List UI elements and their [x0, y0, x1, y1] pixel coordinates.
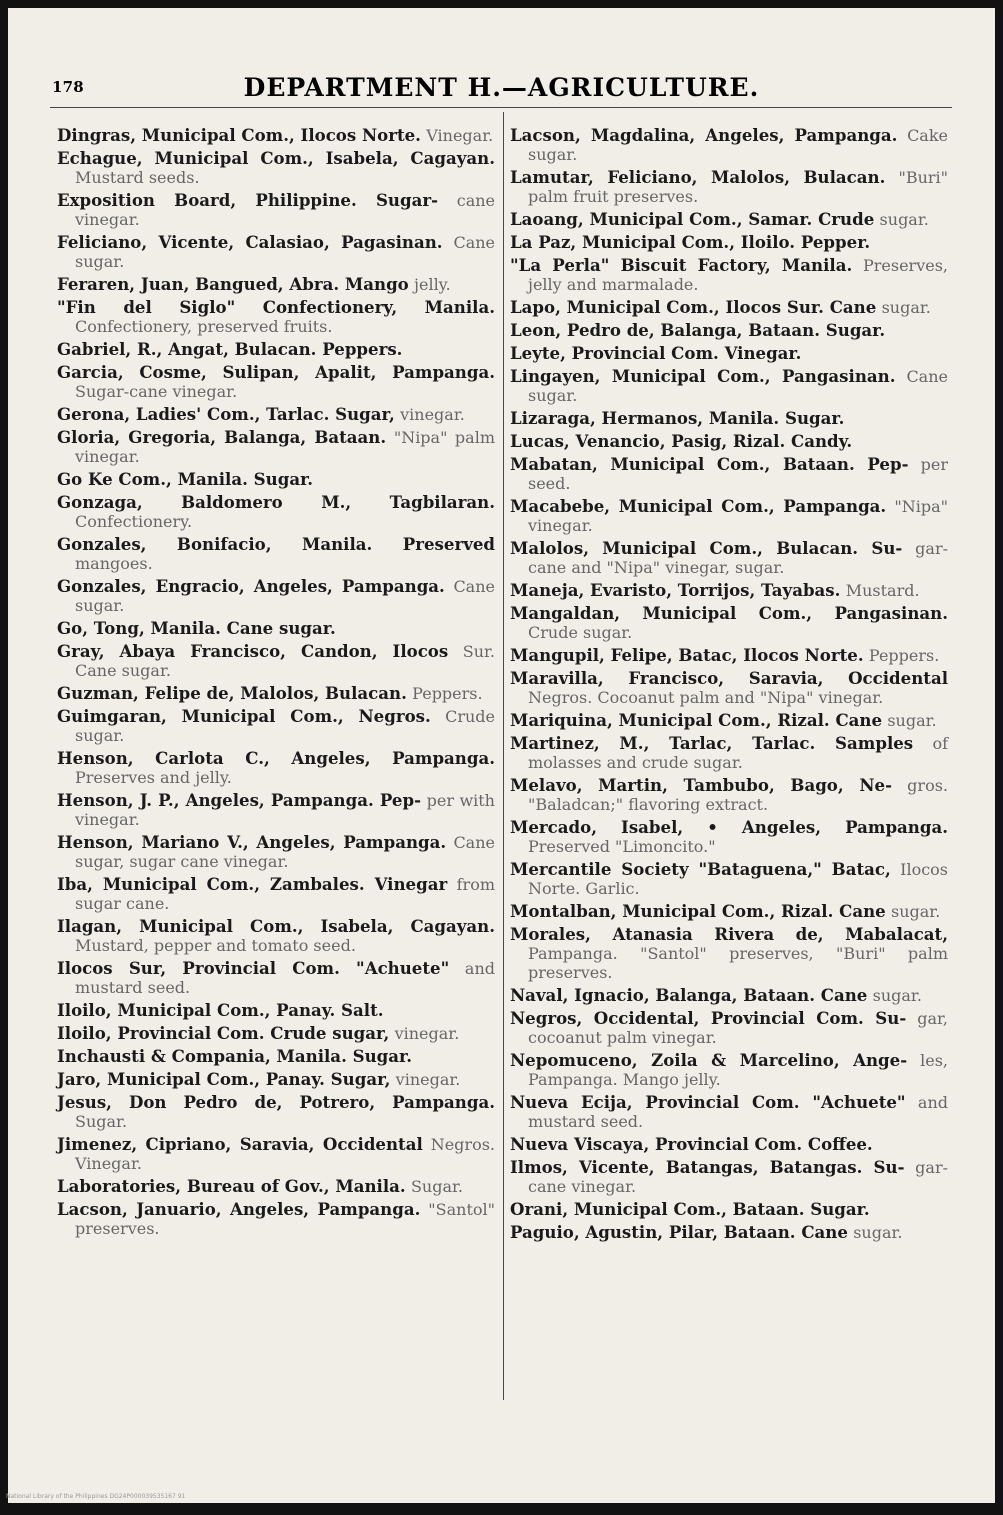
exhibitor-name: Lucas, Venancio, Pasig, Rizal. Candy.: [510, 431, 853, 451]
exhibit-product: Sugar.: [75, 1112, 128, 1131]
exhibitor-name: Laoang, Municipal Com., Samar. Crude: [510, 209, 875, 229]
list-item: [57, 363, 495, 401]
exhibit-product: Cane sugar.: [528, 367, 948, 405]
list-item: [57, 1135, 495, 1173]
exhibit-product: per seed.: [528, 455, 948, 493]
exhibit-product: from sugar cane.: [75, 875, 495, 913]
exhibit-product: Cane sugar, sugar cane vinegar.: [75, 833, 495, 871]
exhibitor-name: Martinez, M., Tarlac, Tarlac. Samples: [510, 733, 914, 753]
list-item: [57, 340, 495, 359]
exhibit-product: Confectionery.: [75, 512, 193, 531]
exhibitor-name: Nepomuceno, Zoila & Marcelino, Ange-: [510, 1050, 908, 1070]
exhibitor-name: Go, Tong, Manila. Cane sugar.: [57, 618, 336, 638]
exhibit-product: sugar.: [891, 902, 941, 921]
exhibit-product: Crude sugar.: [528, 623, 633, 642]
list-item: [510, 711, 948, 730]
exhibitor-name: Mercantile Society "Bataguena," Batac,: [510, 859, 891, 879]
exhibit-product: gar, cocoanut palm vinegar.: [528, 1009, 948, 1047]
exhibitor-name: Leyte, Provincial Com. Vinegar.: [510, 343, 802, 363]
exhibitor-name: Ilagan, Municipal Com., Isabela, Cagayan.: [57, 916, 495, 936]
exhibitor-name: Jesus, Don Pedro de, Potrero, Pampanga.: [57, 1092, 495, 1112]
list-item: [510, 126, 948, 164]
list-item: [57, 1024, 495, 1043]
exhibitor-name: Malolos, Municipal Com., Bulacan. Su-: [510, 538, 903, 558]
list-item: [57, 619, 495, 638]
exhibitor-name: Mangaldan, Municipal Com., Pangasinan.: [510, 603, 948, 623]
exhibitor-name: Iloilo, Municipal Com., Panay. Salt.: [57, 1000, 384, 1020]
list-item: [57, 428, 495, 466]
exhibitor-name: Laboratories, Bureau of Gov., Manila.: [57, 1176, 406, 1196]
exhibit-product: sugar.: [872, 986, 922, 1005]
exhibitor-name: Ilmos, Vicente, Batangas, Batangas. Su-: [510, 1157, 905, 1177]
list-item: [57, 191, 495, 229]
exhibitor-name: Echague, Municipal Com., Isabela, Cagayan.: [57, 148, 495, 168]
exhibitor-name: Maravilla, Francisco, Saravia, Occidental: [510, 668, 948, 688]
exhibitor-name: Mercado, Isabel, • Angeles, Pampanga.: [510, 817, 948, 837]
list-item: [57, 233, 495, 271]
exhibitor-name: Iba, Municipal Com., Zambales. Vinegar: [57, 874, 448, 894]
exhibitor-name: Leon, Pedro de, Balanga, Bataan. Sugar.: [510, 320, 886, 340]
list-item: [510, 818, 948, 856]
exhibit-product: gros. "Baladcan;" flavoring extract.: [528, 776, 948, 814]
list-item: [510, 367, 948, 405]
list-item: [57, 577, 495, 615]
list-item: [57, 959, 495, 997]
list-item: [57, 149, 495, 187]
list-item: [510, 1158, 948, 1196]
exhibitor-name: Naval, Ignacio, Balanga, Bataan. Cane: [510, 985, 868, 1005]
list-item: [510, 925, 948, 982]
exhibitor-name: Gerona, Ladies' Com., Tarlac. Sugar,: [57, 404, 395, 424]
list-item: [510, 539, 948, 577]
exhibit-product: jelly.: [414, 275, 451, 294]
list-item: [510, 168, 948, 206]
exhibitor-name: Jimenez, Cipriano, Saravia, Occidental: [57, 1134, 423, 1154]
exhibitor-name: Go Ke Com., Manila. Sugar.: [57, 469, 314, 489]
exhibitor-name: Lacson, Januario, Angeles, Pampanga.: [57, 1199, 421, 1219]
header-rule: [50, 107, 952, 108]
list-item: [57, 707, 495, 745]
exhibit-product: Negros. Vinegar.: [75, 1135, 495, 1173]
list-item: [510, 1093, 948, 1131]
list-item: [57, 405, 495, 424]
exhibit-product: Mustard, pepper and tomato seed.: [75, 936, 356, 955]
exhibitor-name: Iloilo, Provincial Com. Crude sugar,: [57, 1023, 390, 1043]
exhibitor-name: Exposition Board, Philippine. Sugar-: [57, 190, 438, 210]
exhibit-product: mangoes.: [75, 554, 153, 573]
exhibitor-name: Mangupil, Felipe, Batac, Ilocos Norte.: [510, 645, 864, 665]
list-item: [57, 298, 495, 336]
list-item: [510, 776, 948, 814]
list-item: [57, 917, 495, 955]
exhibit-product: of molasses and crude sugar.: [528, 734, 948, 772]
exhibitor-name: Ilocos Sur, Provincial Com. "Achuete": [57, 958, 450, 978]
list-item: [57, 1047, 495, 1066]
exhibit-product: Ilocos Norte. Garlic.: [528, 860, 948, 898]
list-item: [510, 210, 948, 229]
list-item: [510, 233, 948, 252]
list-item: [57, 275, 495, 294]
exhibitor-name: Macabebe, Municipal Com., Pampanga.: [510, 496, 887, 516]
list-item: [57, 470, 495, 489]
list-item: [510, 344, 948, 363]
list-item: [57, 126, 495, 145]
exhibit-product: cane vinegar.: [75, 191, 496, 229]
exhibit-product: Pampanga. "Santol" preserves, "Buri" palm preserves.: [528, 944, 948, 982]
list-item: [510, 860, 948, 898]
exhibit-product: "Santol" preserves.: [75, 1200, 495, 1238]
list-item: [57, 1001, 495, 1020]
exhibitor-name: Lizaraga, Hermanos, Manila. Sugar.: [510, 408, 845, 428]
exhibitor-name: Guzman, Felipe de, Malolos, Bulacan.: [57, 683, 407, 703]
list-item: [57, 1177, 495, 1196]
exhibit-product: Mustard seeds.: [75, 168, 200, 187]
exhibitor-name: Henson, J. P., Angeles, Pampanga. Pep-: [57, 790, 421, 810]
exhibitor-name: Lacson, Magdalina, Angeles, Pampanga.: [510, 125, 898, 145]
list-item: [510, 604, 948, 642]
list-item: [510, 497, 948, 535]
exhibit-product: and mustard seed.: [75, 959, 495, 997]
left-column: [57, 126, 495, 1242]
library-footer: National Library of the Philippines DG24P000039535167 91: [6, 1493, 186, 1500]
exhibitor-name: Gonzales, Bonifacio, Manila. Preserved: [57, 534, 495, 554]
exhibit-product: gar-cane and "Nipa" vinegar, sugar.: [528, 539, 948, 577]
list-item: [57, 833, 495, 871]
list-item: [510, 1223, 948, 1242]
exhibitor-name: Lapo, Municipal Com., Ilocos Sur. Cane: [510, 297, 877, 317]
exhibit-product: Preserves and jelly.: [75, 768, 232, 787]
exhibitor-name: Gloria, Gregoria, Balanga, Bataan.: [57, 427, 387, 447]
exhibitor-name: Orani, Municipal Com., Bataan. Sugar.: [510, 1199, 870, 1219]
exhibit-product: Sugar.: [410, 1177, 463, 1196]
list-item: [510, 902, 948, 921]
exhibit-product: sugar.: [879, 210, 929, 229]
exhibit-product: "Buri" palm fruit preserves.: [528, 168, 948, 206]
page-number: 178: [52, 78, 84, 96]
exhibit-product: vinegar.: [400, 405, 465, 424]
list-item: [510, 1200, 948, 1219]
exhibitor-name: Maneja, Evaristo, Torrijos, Tayabas.: [510, 580, 841, 600]
list-item: [57, 875, 495, 913]
exhibitor-name: Gray, Abaya Francisco, Candon, Ilocos: [57, 641, 449, 661]
exhibit-product: per with vinegar.: [75, 791, 495, 829]
exhibitor-name: Feliciano, Vicente, Calasiao, Pagasinan.: [57, 232, 443, 252]
exhibit-product: Cake sugar.: [528, 126, 949, 164]
exhibit-product: Preserves, jelly and marmalade.: [528, 256, 948, 294]
exhibit-product: sugar.: [881, 298, 931, 317]
exhibitor-name: Gonzaga, Baldomero M., Tagbilaran.: [57, 492, 495, 512]
exhibit-product: Peppers.: [868, 646, 940, 665]
exhibitor-name: Lingayen, Municipal Com., Pangasinan.: [510, 366, 896, 386]
list-item: [510, 734, 948, 772]
list-item: [510, 646, 948, 665]
exhibit-product: Peppers.: [412, 684, 483, 703]
exhibitor-name: Montalban, Municipal Com., Rizal. Cane: [510, 901, 886, 921]
exhibit-product: Negros. Cocoanut palm and "Nipa" vinegar.: [528, 688, 884, 707]
exhibitor-name: Mariquina, Municipal Com., Rizal. Cane: [510, 710, 883, 730]
exhibitor-name: Jaro, Municipal Com., Panay. Sugar,: [57, 1069, 391, 1089]
list-item: [57, 1200, 495, 1238]
list-item: [510, 669, 948, 707]
list-item: [510, 986, 948, 1005]
list-item: [57, 1070, 495, 1089]
exhibit-product: vinegar.: [395, 1070, 461, 1089]
list-item: [510, 409, 948, 428]
exhibitor-name: "La Perla" Biscuit Factory, Manila.: [510, 255, 853, 275]
exhibit-product: Preserved "Limoncito.": [528, 837, 716, 856]
exhibitor-name: Inchausti & Compania, Manila. Sugar.: [57, 1046, 413, 1066]
exhibitor-name: Dingras, Municipal Com., Ilocos Norte.: [57, 125, 421, 145]
exhibit-product: Vinegar.: [426, 126, 494, 145]
exhibitor-name: Nueva Ecija, Provincial Com. "Achuete": [510, 1092, 906, 1112]
list-item: [57, 749, 495, 787]
right-column: [510, 126, 948, 1246]
exhibitor-name: Feraren, Juan, Bangued, Abra. Mango: [57, 274, 409, 294]
list-item: [510, 581, 948, 600]
list-item: [510, 321, 948, 340]
exhibit-product: Confectionery, preserved fruits.: [75, 317, 333, 336]
exhibitor-name: Henson, Carlota C., Angeles, Pampanga.: [57, 748, 495, 768]
exhibit-product: Cane sugar.: [75, 577, 495, 615]
exhibit-product: vinegar.: [394, 1024, 460, 1043]
exhibitor-name: La Paz, Municipal Com., Iloilo. Pepper.: [510, 232, 871, 252]
exhibit-product: Crude sugar.: [75, 707, 495, 745]
exhibit-product: "Nipa" vinegar.: [528, 497, 948, 535]
exhibit-product: "Nipa" palm vinegar.: [75, 428, 495, 466]
exhibitor-name: Melavo, Martin, Tambubo, Bago, Ne-: [510, 775, 892, 795]
exhibitor-name: Nueva Viscaya, Provincial Com. Coffee.: [510, 1134, 873, 1154]
list-item: [510, 298, 948, 317]
exhibitor-name: Garcia, Cosme, Sulipan, Apalit, Pampanga.: [57, 362, 495, 382]
list-item: [57, 1093, 495, 1131]
list-item: [510, 1009, 948, 1047]
list-item: [57, 493, 495, 531]
list-item: [57, 642, 495, 680]
exhibitor-name: "Fin del Siglo" Confectionery, Manila.: [57, 297, 495, 317]
exhibitor-name: Gonzales, Engracio, Angeles, Pampanga.: [57, 576, 445, 596]
list-item: [510, 455, 948, 493]
exhibitor-name: Paguio, Agustin, Pilar, Bataan. Cane: [510, 1222, 848, 1242]
exhibit-product: gar-cane vinegar.: [528, 1158, 948, 1196]
exhibit-product: Sur. Cane sugar.: [75, 642, 496, 680]
exhibitor-name: Guimgaran, Municipal Com., Negros.: [57, 706, 431, 726]
list-item: [57, 535, 495, 573]
exhibit-product: and mustard seed.: [528, 1093, 948, 1131]
exhibit-product: les, Pampanga. Mango jelly.: [528, 1051, 948, 1089]
list-item: [510, 256, 948, 294]
exhibitor-name: Morales, Atanasia Rivera de, Mabalacat,: [510, 924, 948, 944]
list-item: [57, 684, 495, 703]
exhibitor-name: Gabriel, R., Angat, Bulacan. Peppers.: [57, 339, 403, 359]
exhibitor-name: Lamutar, Feliciano, Malolos, Bulacan.: [510, 167, 886, 187]
list-item: [510, 432, 948, 451]
list-item: [510, 1051, 948, 1089]
column-divider: [503, 112, 504, 1400]
exhibitor-name: Negros, Occidental, Provincial Com. Su-: [510, 1008, 907, 1028]
exhibit-product: Sugar-cane vinegar.: [75, 382, 238, 401]
list-item: [57, 791, 495, 829]
list-item: [510, 1135, 948, 1154]
exhibit-product: sugar.: [853, 1223, 903, 1242]
exhibit-product: sugar.: [887, 711, 937, 730]
exhibitor-name: Mabatan, Municipal Com., Bataan. Pep-: [510, 454, 909, 474]
exhibitor-name: Henson, Mariano V., Angeles, Pampanga.: [57, 832, 447, 852]
running-head: DEPARTMENT H.—AGRICULTURE.: [243, 73, 760, 102]
exhibit-product: Mustard.: [845, 581, 920, 600]
exhibit-product: Cane sugar.: [75, 233, 496, 271]
